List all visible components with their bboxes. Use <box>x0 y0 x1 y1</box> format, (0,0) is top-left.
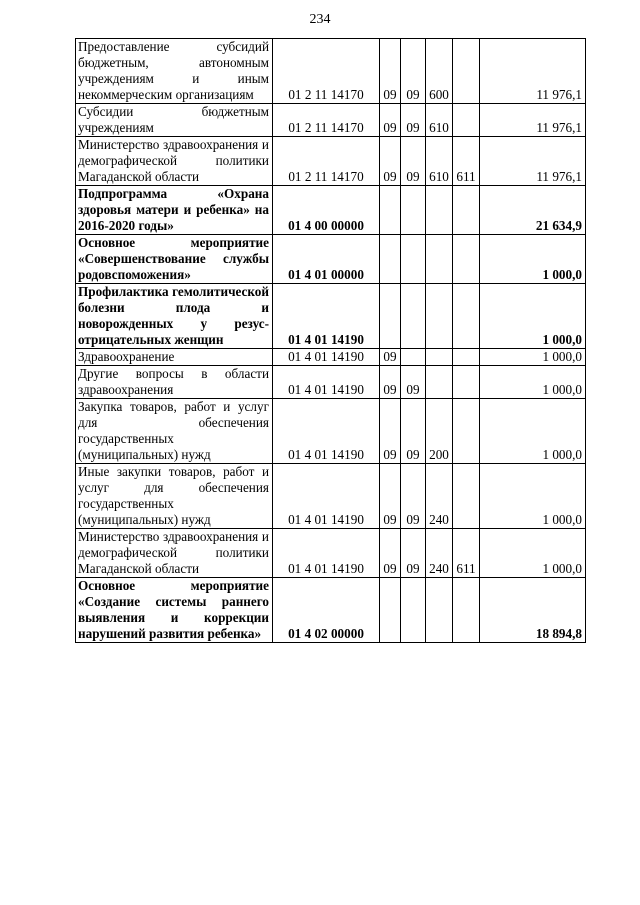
subsection-cell: 09 <box>401 137 426 186</box>
amount-cell: 1 000,0 <box>480 366 586 399</box>
row-name-cell: Другие вопросы в области здравоохранения <box>76 366 273 399</box>
row-name-cell: Предоставление субсидий бюджетным, автономным учреждениям и иным некоммерческим организациям <box>76 39 273 104</box>
subsection-cell <box>401 186 426 235</box>
row-name-cell: Субсидии бюджетным учреждениям <box>76 104 273 137</box>
section-cell: 09 <box>380 104 401 137</box>
table-row <box>76 366 586 399</box>
section-cell: 09 <box>380 464 401 529</box>
subsection-cell: 09 <box>401 529 426 578</box>
ministry-code-cell <box>453 235 480 284</box>
ministry-code-cell <box>453 464 480 529</box>
subsection-cell: 09 <box>401 39 426 104</box>
expense-type-cell <box>426 186 453 235</box>
ministry-code-cell <box>453 399 480 464</box>
amount-cell: 11 976,1 <box>480 137 586 186</box>
subsection-cell: 09 <box>401 366 426 399</box>
expense-type-cell <box>426 349 453 366</box>
section-cell <box>380 578 401 643</box>
table-row <box>76 235 586 284</box>
expense-type-cell <box>426 284 453 349</box>
amount-cell: 1 000,0 <box>480 464 586 529</box>
table-row <box>76 104 586 137</box>
row-name-cell: Профилактика гемолитической болезни плода и новорожденных у резус-отрицательных женщин <box>76 284 273 349</box>
ministry-code-cell <box>453 349 480 366</box>
target-code-cell: 01 4 01 14190 <box>273 284 380 349</box>
target-code-cell: 01 4 01 14190 <box>273 349 380 366</box>
section-cell: 09 <box>380 349 401 366</box>
section-cell <box>380 186 401 235</box>
subsection-cell: 09 <box>401 399 426 464</box>
target-code-cell: 01 2 11 14170 <box>273 39 380 104</box>
amount-cell: 11 976,1 <box>480 104 586 137</box>
row-name-cell: Здравоохранение <box>76 349 273 366</box>
table-body <box>76 39 586 643</box>
table-row <box>76 529 586 578</box>
table-row <box>76 137 586 186</box>
table-row <box>76 349 586 366</box>
amount-cell: 1 000,0 <box>480 284 586 349</box>
target-code-cell: 01 4 01 00000 <box>273 235 380 284</box>
target-code-cell: 01 2 11 14170 <box>273 137 380 186</box>
amount-cell: 1 000,0 <box>480 349 586 366</box>
page-number: 234 <box>309 12 331 27</box>
expense-type-cell <box>426 578 453 643</box>
ministry-code-cell <box>453 186 480 235</box>
expense-type-cell <box>426 366 453 399</box>
expense-type-cell: 240 <box>426 529 453 578</box>
amount-cell: 11 976,1 <box>480 39 586 104</box>
table-row <box>76 186 586 235</box>
budget-table <box>75 38 586 643</box>
section-cell: 09 <box>380 399 401 464</box>
row-name-cell: Подпрограмма «Охрана здоровья матери и ребенка» на 2016-2020 годы» <box>76 186 273 235</box>
amount-cell: 1 000,0 <box>480 235 586 284</box>
amount-cell: 21 634,9 <box>480 186 586 235</box>
row-name-cell: Основное мероприятие «Совершенствование службы родовспоможения» <box>76 235 273 284</box>
expense-type-cell: 610 <box>426 137 453 186</box>
row-name-cell: Закупка товаров, работ и услуг для обеспечения государственных (муниципальных) нужд <box>76 399 273 464</box>
table-row <box>76 578 586 643</box>
target-code-cell: 01 4 00 00000 <box>273 186 380 235</box>
target-code-cell: 01 4 01 14190 <box>273 366 380 399</box>
table-row <box>76 284 586 349</box>
ministry-code-cell: 611 <box>453 529 480 578</box>
table-row <box>76 39 586 104</box>
expense-type-cell <box>426 235 453 284</box>
section-cell <box>380 235 401 284</box>
subsection-cell <box>401 284 426 349</box>
ministry-code-cell: 611 <box>453 137 480 186</box>
subsection-cell: 09 <box>401 104 426 137</box>
subsection-cell <box>401 349 426 366</box>
section-cell: 09 <box>380 366 401 399</box>
expense-type-cell: 600 <box>426 39 453 104</box>
section-cell: 09 <box>380 39 401 104</box>
row-name-cell: Основное мероприятие «Создание системы раннего выявления и коррекции нарушений развития ребенка» <box>76 578 273 643</box>
target-code-cell: 01 4 01 14190 <box>273 399 380 464</box>
amount-cell: 1 000,0 <box>480 529 586 578</box>
section-cell: 09 <box>380 137 401 186</box>
row-name-cell: Министерство здравоохранения и демографической политики Магаданской области <box>76 529 273 578</box>
ministry-code-cell <box>453 104 480 137</box>
ministry-code-cell <box>453 284 480 349</box>
target-code-cell: 01 4 01 14190 <box>273 529 380 578</box>
target-code-cell: 01 2 11 14170 <box>273 104 380 137</box>
section-cell: 09 <box>380 529 401 578</box>
table-row <box>76 464 586 529</box>
target-code-cell: 01 4 02 00000 <box>273 578 380 643</box>
row-name-cell: Министерство здравоохранения и демографической политики Магаданской области <box>76 137 273 186</box>
section-cell <box>380 284 401 349</box>
target-code-cell: 01 4 01 14190 <box>273 464 380 529</box>
expense-type-cell: 200 <box>426 399 453 464</box>
ministry-code-cell <box>453 39 480 104</box>
subsection-cell <box>401 578 426 643</box>
amount-cell: 18 894,8 <box>480 578 586 643</box>
expense-type-cell: 610 <box>426 104 453 137</box>
table-row <box>76 399 586 464</box>
expense-type-cell: 240 <box>426 464 453 529</box>
amount-cell: 1 000,0 <box>480 399 586 464</box>
subsection-cell: 09 <box>401 464 426 529</box>
row-name-cell: Иные закупки товаров, работ и услуг для обеспечения государственных (муниципальных) нужд <box>76 464 273 529</box>
ministry-code-cell <box>453 578 480 643</box>
subsection-cell <box>401 235 426 284</box>
ministry-code-cell <box>453 366 480 399</box>
